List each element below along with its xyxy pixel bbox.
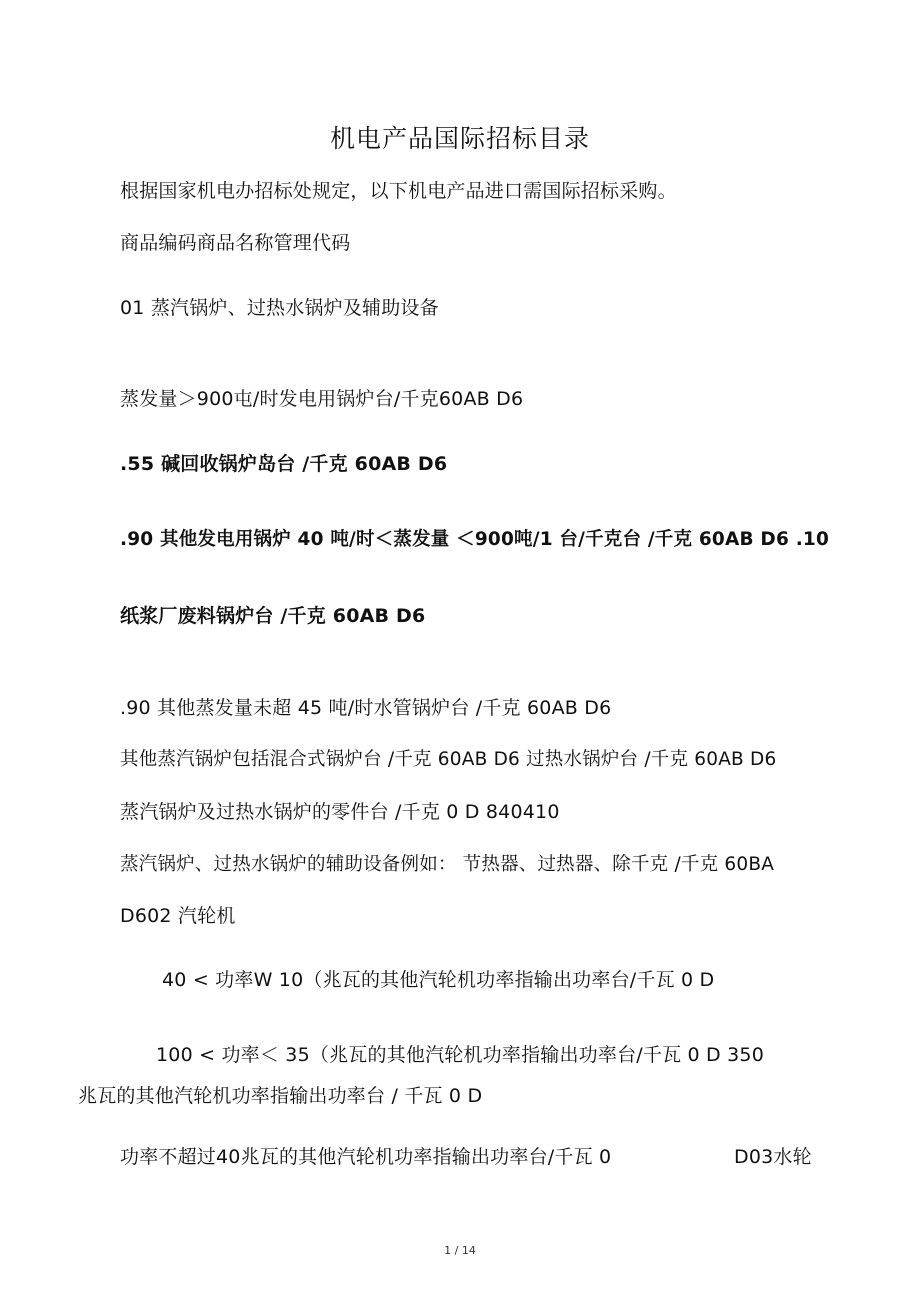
item-line: 蒸汽锅炉及过热水锅炉的零件台 /千克 0 D 840410 bbox=[120, 801, 560, 823]
item-line: .90 其他发电用锅炉 40 吨/时＜蒸发量 ＜900吨/1 台/千克台 /千克 60AB D6 .10 bbox=[120, 529, 830, 550]
item-line: 其他蒸汽锅炉包括混合式锅炉台 /千克 60AB D6 过热水锅炉台 /千克 60AB D6 bbox=[120, 749, 777, 770]
section-heading-01: 01 蒸汽锅炉、过热水锅炉及辅助设备 bbox=[120, 297, 439, 319]
item-line: 兆瓦的其他汽轮机功率指输出功率台 / 千瓦 0 D bbox=[78, 1085, 483, 1107]
item-line: 蒸汽锅炉、过热水锅炉的辅助设备例如： 节热器、过热器、除千克 /千克 60BA bbox=[120, 854, 775, 875]
item-line: 纸浆厂废料锅炉台 /千克 60AB D6 bbox=[120, 605, 426, 627]
header-line: 商品编码商品名称管理代码 bbox=[120, 232, 351, 254]
item-line: .90 其他蒸发量未超 45 吨/时水管锅炉台 /千克 60AB D6 bbox=[120, 697, 612, 719]
item-line: .55 碱回收锅炉岛台 /千克 60AB D6 bbox=[120, 453, 448, 475]
page-number: 1 / 14 bbox=[444, 1244, 476, 1257]
item-line: 蒸发量＞900屯/时发电用锅炉台/千克60AB D6 bbox=[120, 388, 524, 410]
item-line: 100 < 功率＜ 35（兆瓦的其他汽轮机功率指输出功率台/千瓦 0 D 350 bbox=[156, 1044, 764, 1066]
item-line-continuation: D03水轮 bbox=[734, 1146, 812, 1168]
item-line: 40 < 功率W 10（兆瓦的其他汽轮机功率指输出功率台/千瓦 0 D bbox=[162, 969, 715, 991]
document-title: 机电产品国际招标目录 bbox=[329, 124, 590, 153]
intro-line: 根据国家机电办招标处规定，以下机电产品进口需国际招标采购。 bbox=[120, 180, 677, 202]
item-line: 功率不超过40兆瓦的其他汽轮机功率指输出功率台/千瓦 0 bbox=[120, 1146, 612, 1168]
item-line: D602 汽轮机 bbox=[120, 905, 236, 927]
